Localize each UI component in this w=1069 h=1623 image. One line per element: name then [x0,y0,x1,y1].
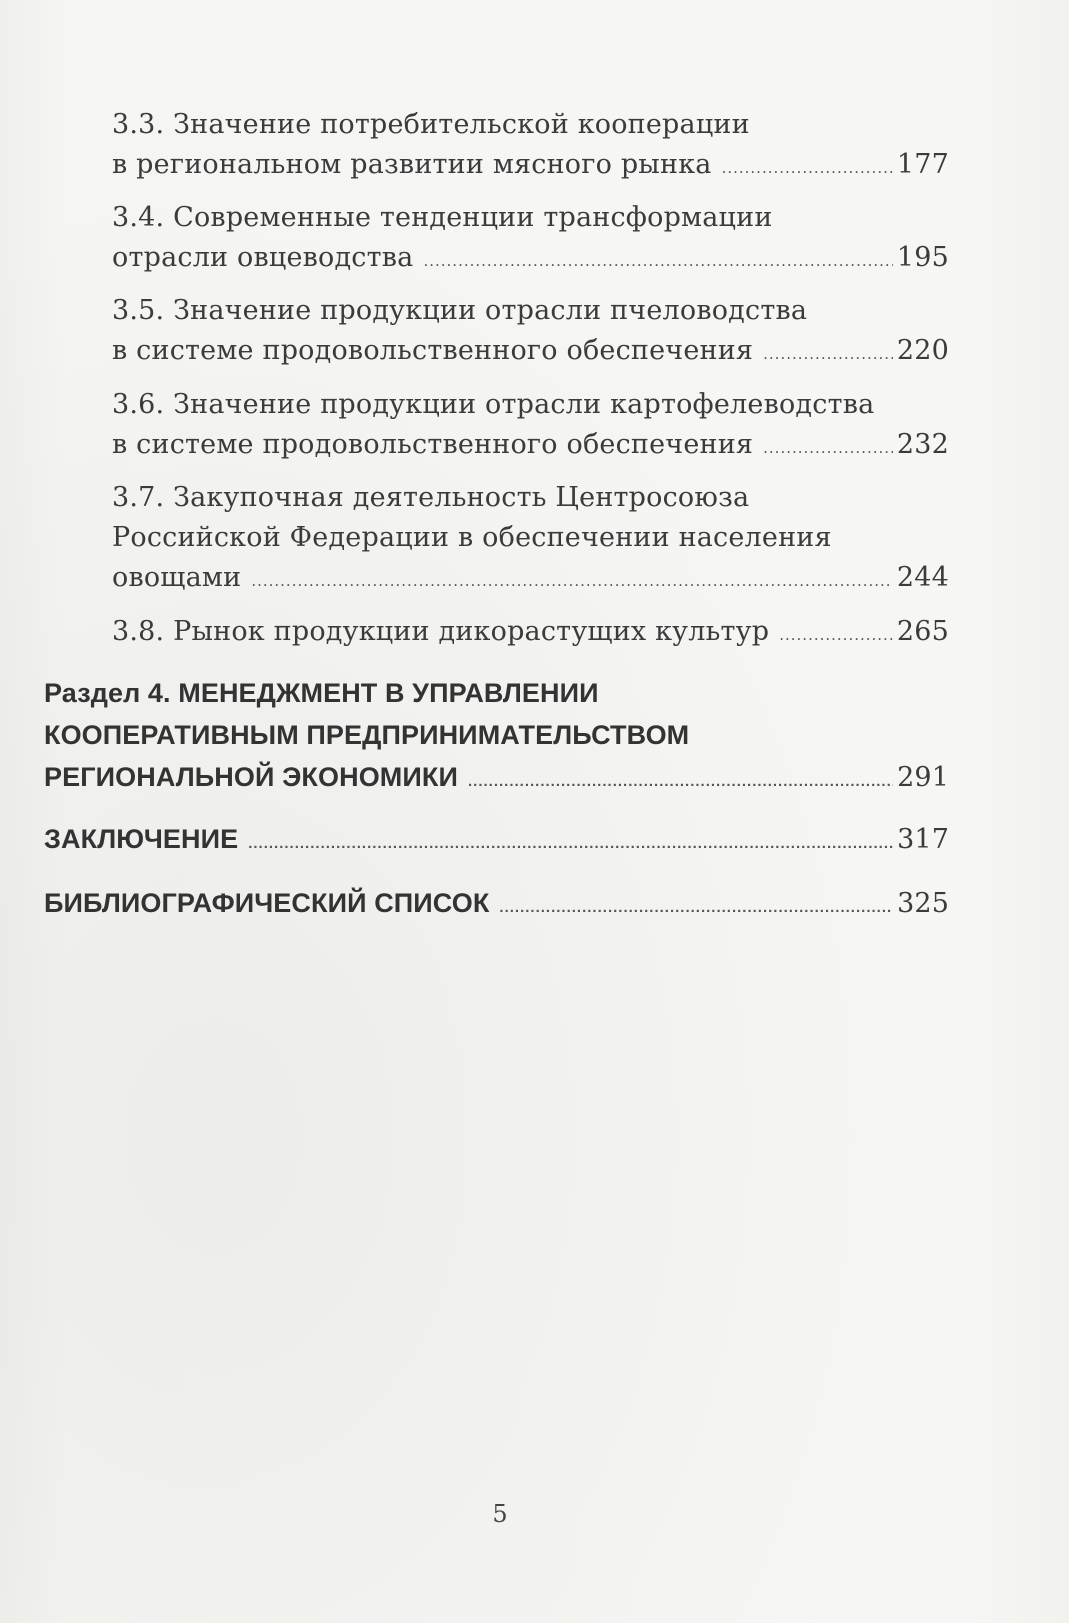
toc-section-line: РЕГИОНАЛЬНОЙ ЭКОНОМИКИ [44,762,458,792]
toc-entry-line: в региональном развитии мясного рынка [112,149,712,180]
toc-entry-3-5[interactable] [112,291,949,374]
toc-entry-line: 3.3. Значение потребительской кооперации [112,109,750,140]
toc-section-4[interactable] [44,672,949,803]
toc-entry-line: 3.7. Закупочная деятельность Центросоюза [112,482,750,513]
leader-dots [248,823,893,865]
toc-bibliography[interactable] [44,882,949,929]
toc-section-line: Раздел 4. МЕНЕДЖМЕНТ В УПРАВЛЕНИИ [44,678,599,708]
leader-dots [763,334,893,374]
toc-page-number: 244 [896,562,949,593]
toc-entry-line: 3.5. Значение продукции отрасли пчеловодства [112,295,808,326]
toc-section-line: ЗАКЛЮЧЕНИЕ [44,824,239,854]
leader-dots [499,887,893,929]
toc-section-line: КООПЕРАТИВНЫМ ПРЕДПРИНИМАТЕЛЬСТВОМ [44,720,690,750]
toc-entry-line: овощами [112,562,242,593]
toc-entry-3-4[interactable] [112,198,949,281]
leader-dots [779,615,893,655]
toc-entry-line: в системе продовольственного обеспечения [112,429,754,460]
leader-dots [722,148,893,188]
toc-entry-line: 3.6. Значение продукции отрасли картофелеводства [112,389,875,420]
page-number: 5 [492,1500,508,1528]
toc-page-number: 232 [896,429,949,460]
toc-page-number: 220 [896,335,949,366]
toc-entry-line: 3.8. Рынок продукции дикорастущих культур [112,616,770,647]
toc-conclusion[interactable] [44,818,949,865]
toc-entry-3-3[interactable] [112,105,949,188]
toc-entry-3-7[interactable] [112,478,949,601]
toc-page-number: 317 [897,824,949,855]
toc-page-number: 291 [897,762,949,793]
toc-entry-3-8[interactable] [112,612,949,655]
toc-page-number: 177 [896,149,949,180]
toc-entry-line: в системе продовольственного обеспечения [112,335,754,366]
toc-entry-line: отрасли овцеводства [112,242,414,273]
toc-entry-line: Российской Федерации в обеспечении населения [112,522,832,553]
toc-section-line: БИБЛИОГРАФИЧЕСКИЙ СПИСОК [44,888,490,918]
leader-dots [423,241,892,281]
leader-dots [763,428,893,468]
toc-page-number: 265 [896,616,949,647]
leader-dots [468,761,893,803]
leader-dots [251,561,893,601]
toc-entry-line: 3.4. Современные тенденции трансформации [112,202,773,233]
toc-page-number: 325 [897,888,949,919]
toc-entry-3-6[interactable] [112,385,949,468]
toc-page-number: 195 [896,242,949,273]
